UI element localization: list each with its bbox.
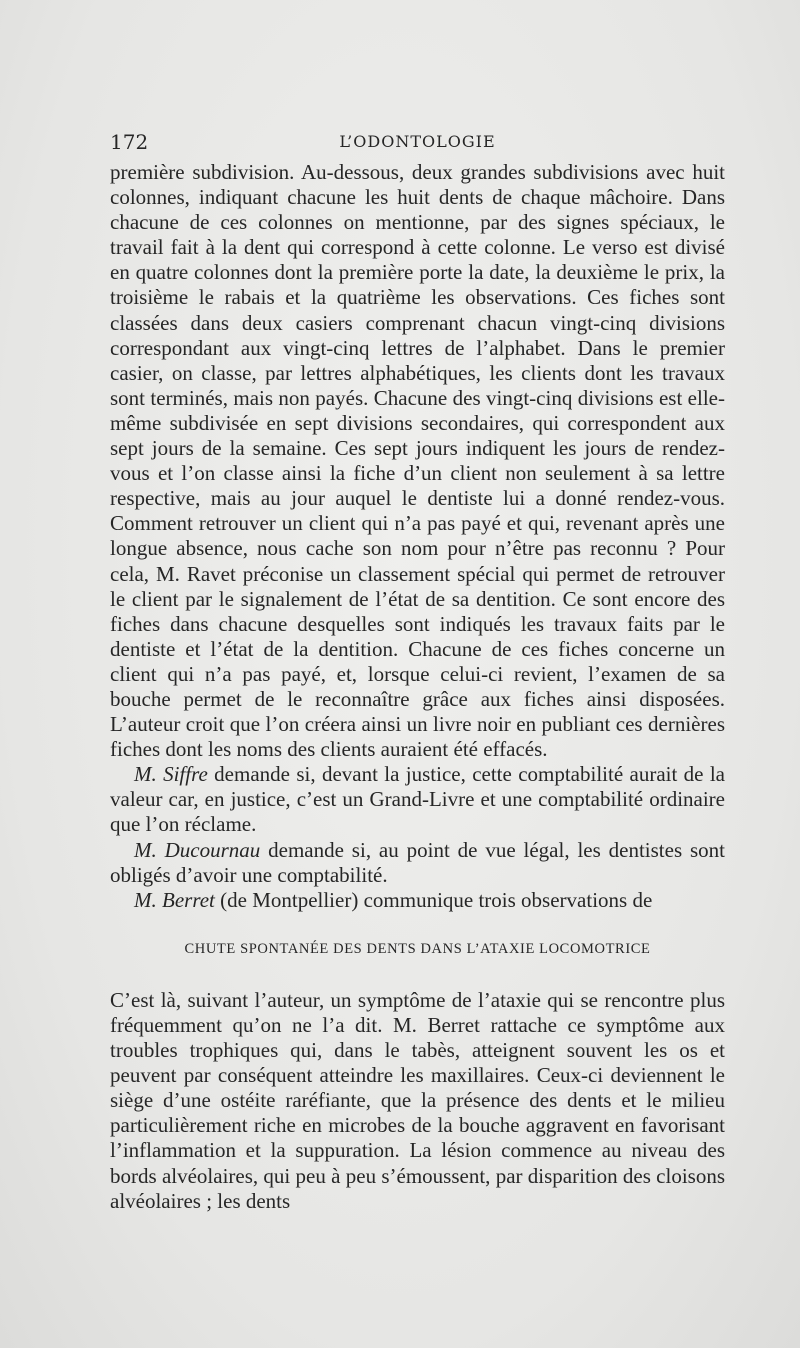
body-text: [110, 160, 725, 1214]
paragraph-text: demande si, au point de vue légal, les dentistes sont obligés d’avoir une comptabilité.: [110, 837, 726, 887]
book-page: [110, 130, 725, 1214]
section-heading: CHUTE SPONTANÉE DES DENTS DANS L’ATAXIE LOCOMOTRICE: [184, 940, 651, 957]
speaker-name: M. Siffre: [134, 762, 208, 787]
paragraph-ducournau: [110, 838, 725, 888]
paragraph-siffre: [110, 762, 725, 837]
paragraph-text: demande si, devant la justice, cette comptabilité aurait de la valeur car, en justice, c’est un Grand-Livre et une comptabilité ordinaire que l’on réclame.: [110, 762, 725, 837]
paragraph-text: (de Montpellier) communique trois observations de: [214, 887, 653, 912]
paragraph-ataxia: C’est là, suivant l’auteur, un symptôme de l’ataxie qui se rencontre plus fréquemment qu’on ne l’a dit. M. Berret rattache ce symptôme aux troubles trophiques qui, dans le tabès, atteignent souvent les os et peuvent par conséquent atteindre les maxillaires. Ceux-ci deviennent le siège d’une ostéite raréfiante, que la présence des dents et le milieu particulièrement riche en microbes de la bouche aggravent en favorisant l’inflammation et la suppuration. La lésion commence au niveau des bords alvéolaires, qui peu à peu s’émoussent, par disparition des cloisons alvéolaires ; les dents: [110, 987, 725, 1213]
speaker-name: M. Berret: [134, 887, 215, 912]
running-title: L’ODONTOLOGIE: [339, 132, 496, 151]
running-head: [110, 130, 725, 160]
speaker-name: M. Ducournau: [134, 837, 261, 862]
paragraph-berret: [110, 888, 725, 913]
paragraph-ravet-classification: première subdivision. Au-dessous, deux grandes subdivisions avec huit colonnes, indiquant chacune les huit dents de chaque mâchoire. Dans chacune de ces colonnes on mentionne, par des signes spéciaux, le travail fait à la dent qui correspond à cette colonne. Le verso est divisé en quatre colonnes dont la première porte la date, la deuxième le prix, la troisième le rabais et la quatrième les observations. Ces fiches sont classées dans deux casiers comprenant chacun vingt-cinq divisions correspondant aux vingt-cinq lettres de l’alphabet. Dans le premier casier, on classe, par lettres alphabétiques, les clients dont les travaux sont terminés, mais non payés. Chacune des vingt-cinq divisions est elle-même subdivisée en sept divisions secondaires, qui correspondent aux sept jours de la semaine. Ces sept jours indiquent les jours de rendez-vous et l’on classe ainsi la fiche d’un client non seulement à sa lettre respective, mais au jour auquel le dentiste lui a donné rendez-vous. Comment retrouver un client qui n’a pas payé et qui, revenant après une longue absence, nous cache son nom pour n’être pas reconnu ? Pour cela, M. Ravet préconise un classement spécial qui permet de retrouver le client par le signalement de l’état de sa dentition. Ce sont encore des fiches dans chacune desquelles sont indiqués les travaux faits par le dentiste et l’état de la dentition. Chacune de ces fiches concerne un client qui n’a pas payé, et, lorsque celui-ci revient, l’examen de sa bouche permet de le reconnaître grâce aux fiches ainsi disposées. L’auteur croit que l’on créera ainsi un livre noir en publiant ces dernières fiches dont les noms des clients auraient été effacés.: [110, 160, 725, 762]
page-number: 172: [110, 130, 149, 154]
